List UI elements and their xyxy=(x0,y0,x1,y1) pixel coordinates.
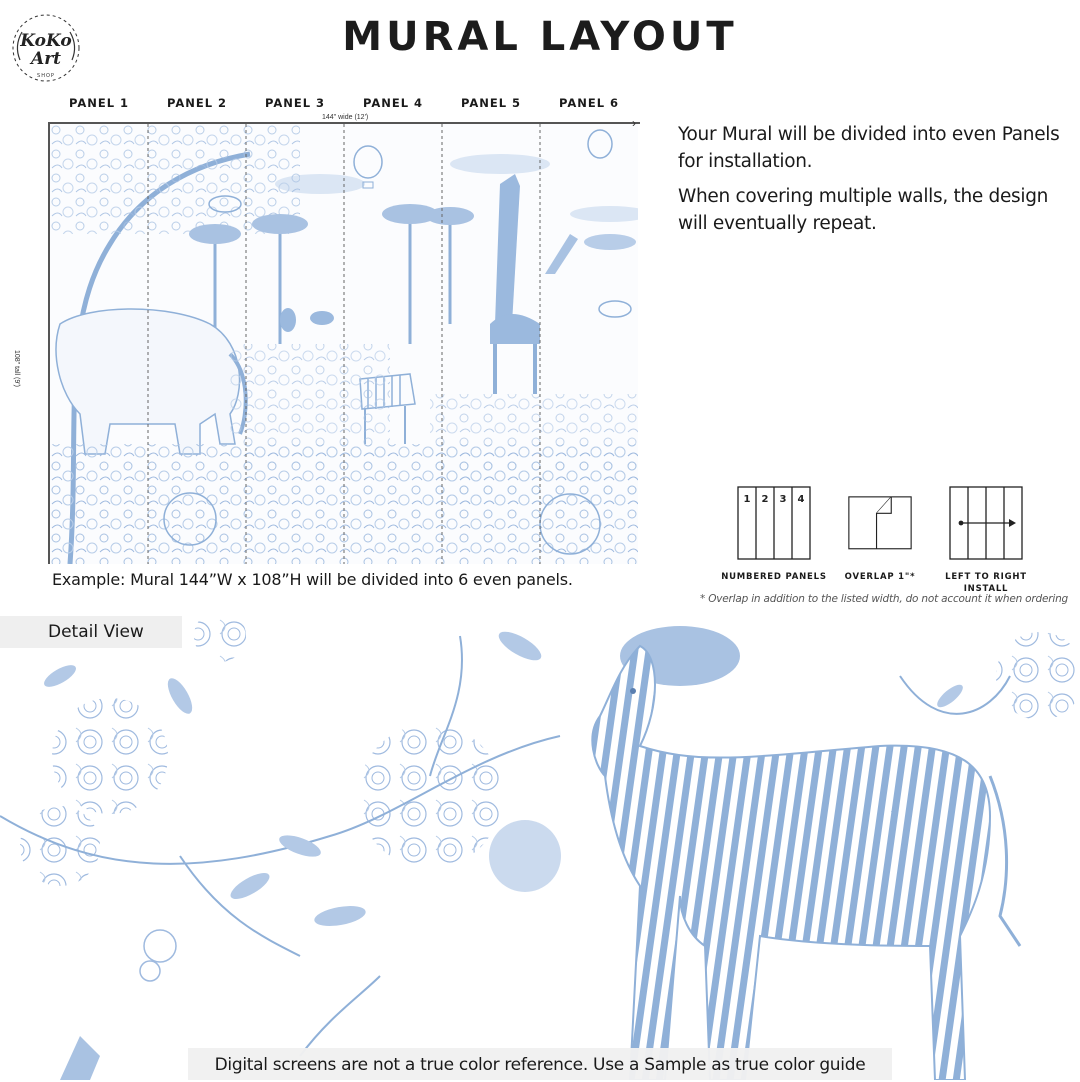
panel-label-6: PANEL 6 xyxy=(558,96,620,110)
height-dimension-label: 108" tall (9') xyxy=(13,350,20,387)
overlap-footnote: * Overlap in addition to the listed width, do not account it when ordering xyxy=(700,593,1069,605)
svg-text:Art: Art xyxy=(31,49,61,69)
numbered-panels-group xyxy=(719,486,829,583)
panel-label-1: PANEL 1 xyxy=(68,96,130,110)
color-disclaimer: Digital screens are not a true color reference. Use a Sample as true color guide xyxy=(188,1048,892,1080)
info-paragraph-2: When covering multiple walls, the design will eventually repeat. xyxy=(678,186,1049,234)
left-to-right-group xyxy=(931,486,1041,595)
left-to-right-label: LEFT TO RIGHT INSTALL xyxy=(945,572,1027,594)
mural-preview xyxy=(50,124,638,564)
svg-text:3: 3 xyxy=(779,494,787,505)
numbered-panels-icon xyxy=(737,486,811,560)
width-dimension-line xyxy=(48,122,640,124)
info-paragraph-1: Your Mural will be divided into even Panels for installation. xyxy=(678,124,1060,172)
detail-view-image xyxy=(0,616,1080,1080)
numbered-panels-label: NUMBERED PANELS xyxy=(721,572,827,582)
svg-text:KoKo: KoKo xyxy=(20,31,72,51)
svg-text:2: 2 xyxy=(761,494,769,505)
info-text xyxy=(678,121,1078,245)
overlap-icon xyxy=(843,496,917,560)
arrow-right-icon: › xyxy=(632,116,636,130)
panel-label-4: PANEL 4 xyxy=(362,96,424,110)
layout-caption: Example: Mural 144”W x 108”H will be divided into 6 even panels. xyxy=(52,570,573,589)
width-dimension-label: 144" wide (12') xyxy=(322,114,369,121)
detail-view-label: Detail View xyxy=(0,616,182,648)
svg-text:1: 1 xyxy=(743,494,751,505)
svg-text:4: 4 xyxy=(797,494,805,505)
panel-label-2: PANEL 2 xyxy=(166,96,228,110)
panel-labels xyxy=(50,96,638,112)
overlap-group xyxy=(825,486,935,583)
page-title: MURAL LAYOUT xyxy=(342,14,738,60)
toile-detail-illustration xyxy=(0,616,1080,1080)
height-dimension-line xyxy=(48,122,50,564)
panel-label-5: PANEL 5 xyxy=(460,96,522,110)
toile-mural-illustration xyxy=(50,124,638,564)
overlap-label: OVERLAP 1"* xyxy=(844,572,916,582)
left-to-right-install-icon xyxy=(949,486,1023,560)
panel-label-3: PANEL 3 xyxy=(264,96,326,110)
svg-text:SHOP: SHOP xyxy=(37,73,55,79)
